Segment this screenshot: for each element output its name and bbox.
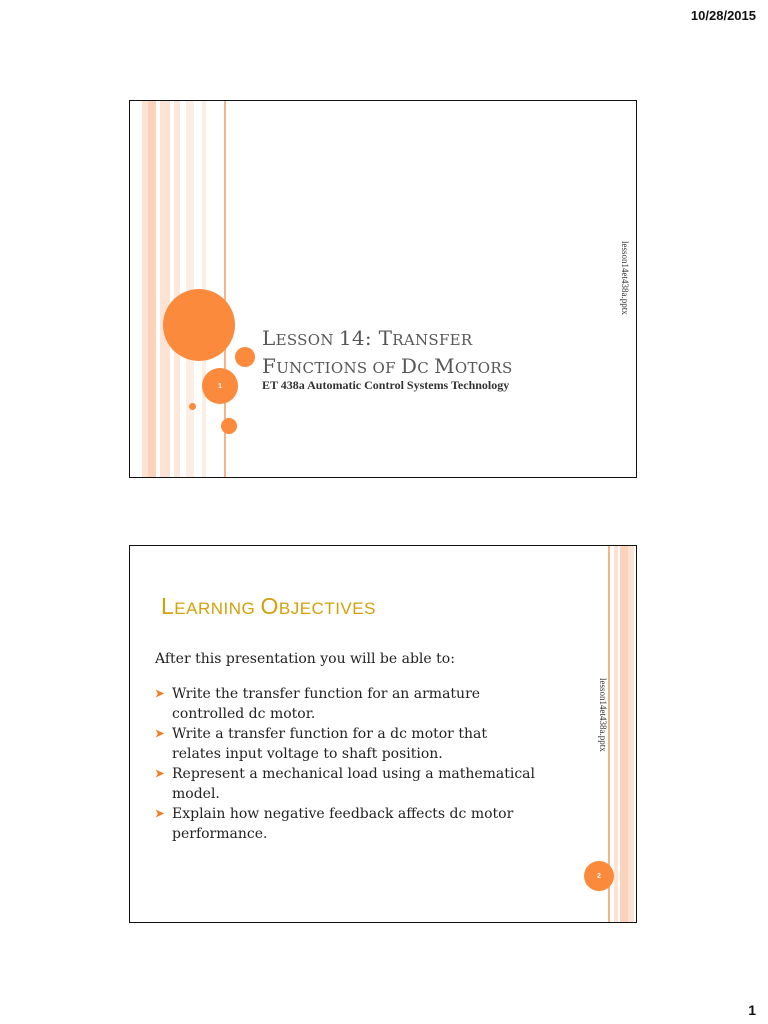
title-segment: OTORS bbox=[454, 359, 513, 377]
title-segment: L bbox=[161, 593, 175, 619]
arrow-bullet-icon: ➤ bbox=[155, 767, 165, 780]
title-segment: EARNING bbox=[174, 599, 261, 618]
slide-subtitle: ET 438a Automatic Control Systems Technology bbox=[262, 378, 510, 392]
decorative-circle bbox=[235, 347, 255, 367]
slide-number-badge: 2 bbox=[584, 861, 614, 891]
slide-title bbox=[161, 593, 376, 620]
title-segment: L bbox=[262, 326, 276, 350]
list-item: ➤ Write the transfer function for an armature controlled dc motor. bbox=[155, 686, 481, 722]
objectives-list bbox=[155, 684, 585, 844]
title-segment: F bbox=[262, 354, 277, 378]
decorative-stripe bbox=[614, 546, 618, 922]
title-segment: C bbox=[417, 359, 435, 377]
decorative-stripe bbox=[628, 546, 634, 922]
title-segment: RANSFER bbox=[392, 331, 473, 349]
arrow-bullet-icon: ➤ bbox=[155, 727, 165, 740]
decorative-circle-small bbox=[189, 403, 196, 410]
title-segment: D bbox=[400, 354, 418, 378]
title-segment: O bbox=[260, 593, 279, 619]
decorative-stripe bbox=[160, 101, 170, 477]
slide-title bbox=[262, 325, 562, 381]
title-segment: ESSON bbox=[275, 331, 339, 349]
intro-text: After this presentation you will be able to: bbox=[155, 651, 455, 667]
decorative-stripe bbox=[174, 101, 180, 477]
filename-label: lesson14et438a.pptx bbox=[620, 241, 630, 315]
filename-label: lesson14et438a.pptx bbox=[598, 678, 608, 752]
header-date: 10/28/2015 bbox=[690, 8, 756, 23]
list-item: ➤ Explain how negative feedback affects dc motor performance. bbox=[155, 806, 514, 842]
slide-2 bbox=[129, 545, 637, 923]
title-segment: UNCTIONS OF bbox=[276, 359, 401, 377]
slide-number-badge: 1 bbox=[202, 368, 238, 404]
decorative-stripe bbox=[620, 546, 628, 922]
title-segment: M bbox=[434, 354, 455, 378]
decorative-circle-large bbox=[163, 289, 235, 361]
title-line-1 bbox=[262, 325, 562, 353]
title-segment: 14: T bbox=[338, 326, 393, 350]
arrow-bullet-icon: ➤ bbox=[155, 687, 165, 700]
title-segment: BJECTIVES bbox=[278, 599, 376, 618]
list-item: ➤ Write a transfer function for a dc motor that relates input voltage to shaft position. bbox=[155, 726, 487, 762]
page-number: 1 bbox=[748, 1002, 756, 1018]
list-item: ➤ Represent a mechanical load using a mathematical model. bbox=[155, 766, 536, 802]
title-line-2 bbox=[262, 353, 562, 381]
slide-1 bbox=[129, 100, 637, 478]
decorative-circle bbox=[221, 418, 237, 434]
decorative-stripe bbox=[148, 101, 156, 477]
arrow-bullet-icon: ➤ bbox=[155, 807, 165, 820]
